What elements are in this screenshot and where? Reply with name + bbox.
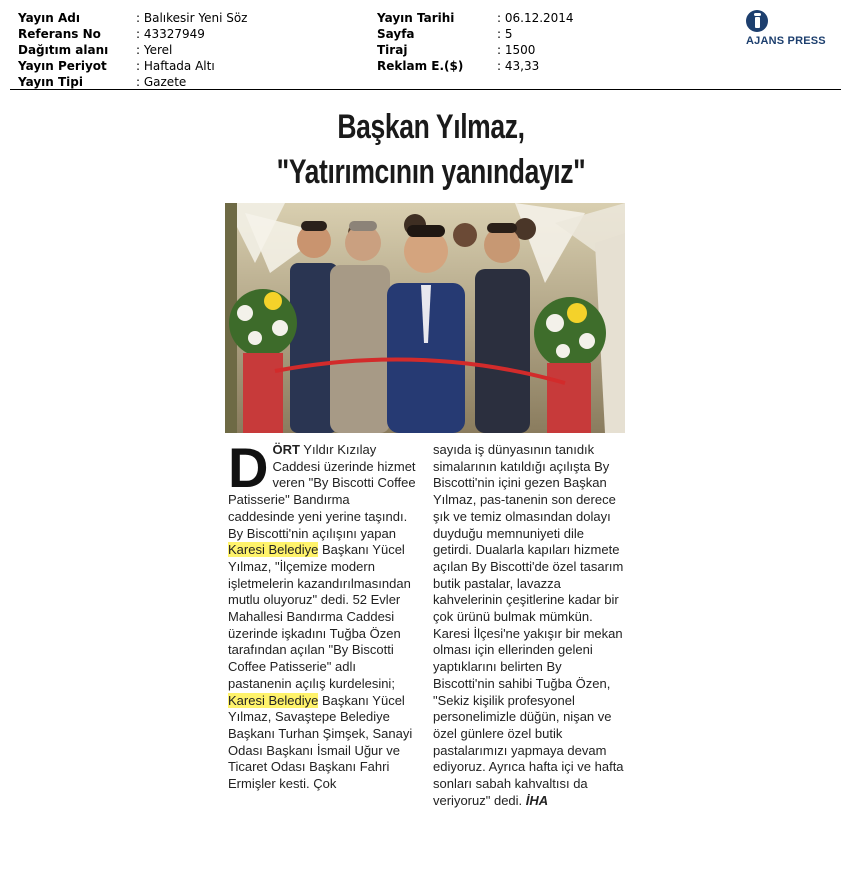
col1-text-part-3: Başkanı Yücel Yılmaz, Savaştepe Belediye Başkanı Turhan Şimşek, Sanayi Odası Başkanı İsmail Uğur ve Ticaret Odası Başkanı Fahri Ermişler kesti. Çok xyxy=(228,692,413,792)
meta-row xyxy=(377,58,574,74)
meta-value: : 43327949 xyxy=(136,26,205,42)
meta-label: Reklam E.($) xyxy=(377,59,464,73)
col1-text-part-1: Yıldır Kızılay Caddesi üzerinde hizmet veren "By Biscotti Coffee Patisserie" Bandırma caddesinde yeni yerine taşındı. By Biscotti'nin açılışını yapan xyxy=(228,442,416,541)
ribbon-cutting-photo xyxy=(225,203,625,433)
meta-row xyxy=(377,10,574,26)
ajans-press-logo xyxy=(742,10,842,50)
meta-label: Sayfa xyxy=(377,27,415,41)
ajans-press-logo-icon xyxy=(746,10,768,32)
meta-label: Dağıtım alanı xyxy=(18,43,109,57)
headline-line-1: Başkan Yılmaz, xyxy=(337,108,525,146)
article-column-2 xyxy=(433,442,625,809)
meta-label: Yayın Tarihi xyxy=(377,11,455,25)
meta-row xyxy=(18,58,247,74)
meta-row xyxy=(18,42,247,58)
lead-word: ÖRT xyxy=(272,442,300,457)
meta-label: Referans No xyxy=(18,27,101,41)
meta-value: : 43,33 xyxy=(497,58,539,74)
meta-label: Yayın Periyot xyxy=(18,59,107,73)
meta-row xyxy=(18,26,247,42)
meta-value: : Balıkesir Yeni Söz xyxy=(136,10,247,26)
col2-text: sayıda iş dünyasının tanıdık simalarının katıldığı açılışta By Biscotti'nin içini gezen Başkan Yılmaz, pas-tanenin son derece şık ve temiz olmasından dolayı duyduğu memnuniyeti dile getirdi. Dualarla kapıları hizmete açılan By Biscotti'de özel tasarım butik pastalar, lavazza kahvelerinin çeşitlerine kadar bir çok ürünü bulmak mümkün. Karesi İlçesi'ne yakışır bir mekan olması için ellerinden geleni yaptıklarını belirten By Biscotti'nin sahibi Tuğba Özen, "Sekiz kişilik profesyonel personelimizle düğün, nişan ve özel günlere özel butik pastalarımızı yapmaya devam ediyoruz. Ayrıca hafta içi ve hafta sonları sabah kahvaltısı da veriyoruz" dedi. xyxy=(433,442,624,808)
meta-row xyxy=(377,26,574,42)
photo-illustration xyxy=(225,203,625,433)
dropcap-letter: D xyxy=(228,436,269,499)
header-divider xyxy=(10,89,841,90)
meta-label: Tiraj xyxy=(377,43,408,57)
meta-value: : Gazete xyxy=(136,74,186,90)
agency-signature: İHA xyxy=(525,792,549,808)
meta-value: : 06.12.2014 xyxy=(497,10,574,26)
meta-left-block xyxy=(18,10,247,90)
highlight-karesi-belediye-2: Karesi Belediye xyxy=(228,692,319,708)
meta-label: Yayın Tipi xyxy=(18,75,83,89)
meta-value: : 1500 xyxy=(497,42,535,58)
headline-line-2: "Yatırımcının yanındayız" xyxy=(276,153,586,191)
meta-row xyxy=(18,74,247,90)
article-column-1 xyxy=(228,436,416,793)
meta-label: Yayın Adı xyxy=(18,11,80,25)
meta-row xyxy=(18,10,247,26)
col1-text-part-2: Başkanı Yücel Yılmaz, "İlçemize modern işletmelerin kazandırılmasından mutlu oluyoruz" dedi. 52 Evler Mahallesi Bandırma Caddesi üzerinde işkadını Tuğba Özen tarafından açılan "By Biscotti Coffee Patisserie" adlı pastanenin açılış kurdelesini; xyxy=(228,542,411,691)
highlight-karesi-belediye-1: Karesi Belediye xyxy=(228,542,319,558)
meta-row xyxy=(377,42,574,58)
meta-middle-block xyxy=(377,10,574,74)
meta-value: : Yerel xyxy=(136,42,172,58)
newspaper-clipping xyxy=(222,96,640,876)
meta-value: : 5 xyxy=(497,26,513,42)
meta-value: : Haftada Altı xyxy=(136,58,215,74)
logo-text: AJANS PRESS xyxy=(746,35,826,47)
